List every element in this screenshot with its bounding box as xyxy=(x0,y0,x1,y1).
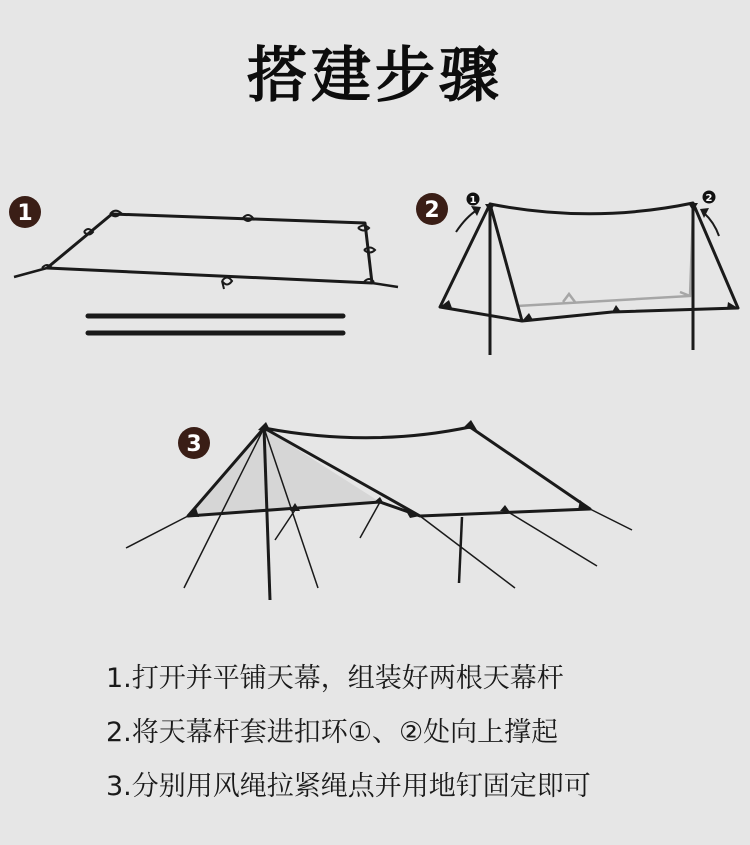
tarp-hidden-edge xyxy=(517,212,693,306)
step-3-badge-number: 3 xyxy=(186,432,202,457)
instruction-2: 2.将天幕杆套进扣环①、②处向上撑起 xyxy=(106,717,559,748)
instruction-1: 1.打开并平铺天幕，组装好两根天幕杆 xyxy=(106,663,564,694)
ring-1-label: 1 xyxy=(469,195,477,206)
page-title: 搭建步骤 xyxy=(247,41,503,111)
step-2-illustration xyxy=(416,191,738,356)
instruction-3: 3.分别用风绳拉紧绳点并用地钉固定即可 xyxy=(106,771,591,802)
tent-pole-stake xyxy=(459,517,462,583)
step-1-badge-number: 1 xyxy=(17,201,33,226)
arrow-up-left-icon xyxy=(456,210,477,232)
step-1-illustration xyxy=(9,196,398,333)
ring-2-label: 2 xyxy=(705,193,713,204)
step-2-badge-number: 2 xyxy=(424,198,440,223)
instruction-list xyxy=(106,652,726,814)
step-3-illustration xyxy=(126,420,632,600)
flat-tarp-outline xyxy=(47,214,372,283)
